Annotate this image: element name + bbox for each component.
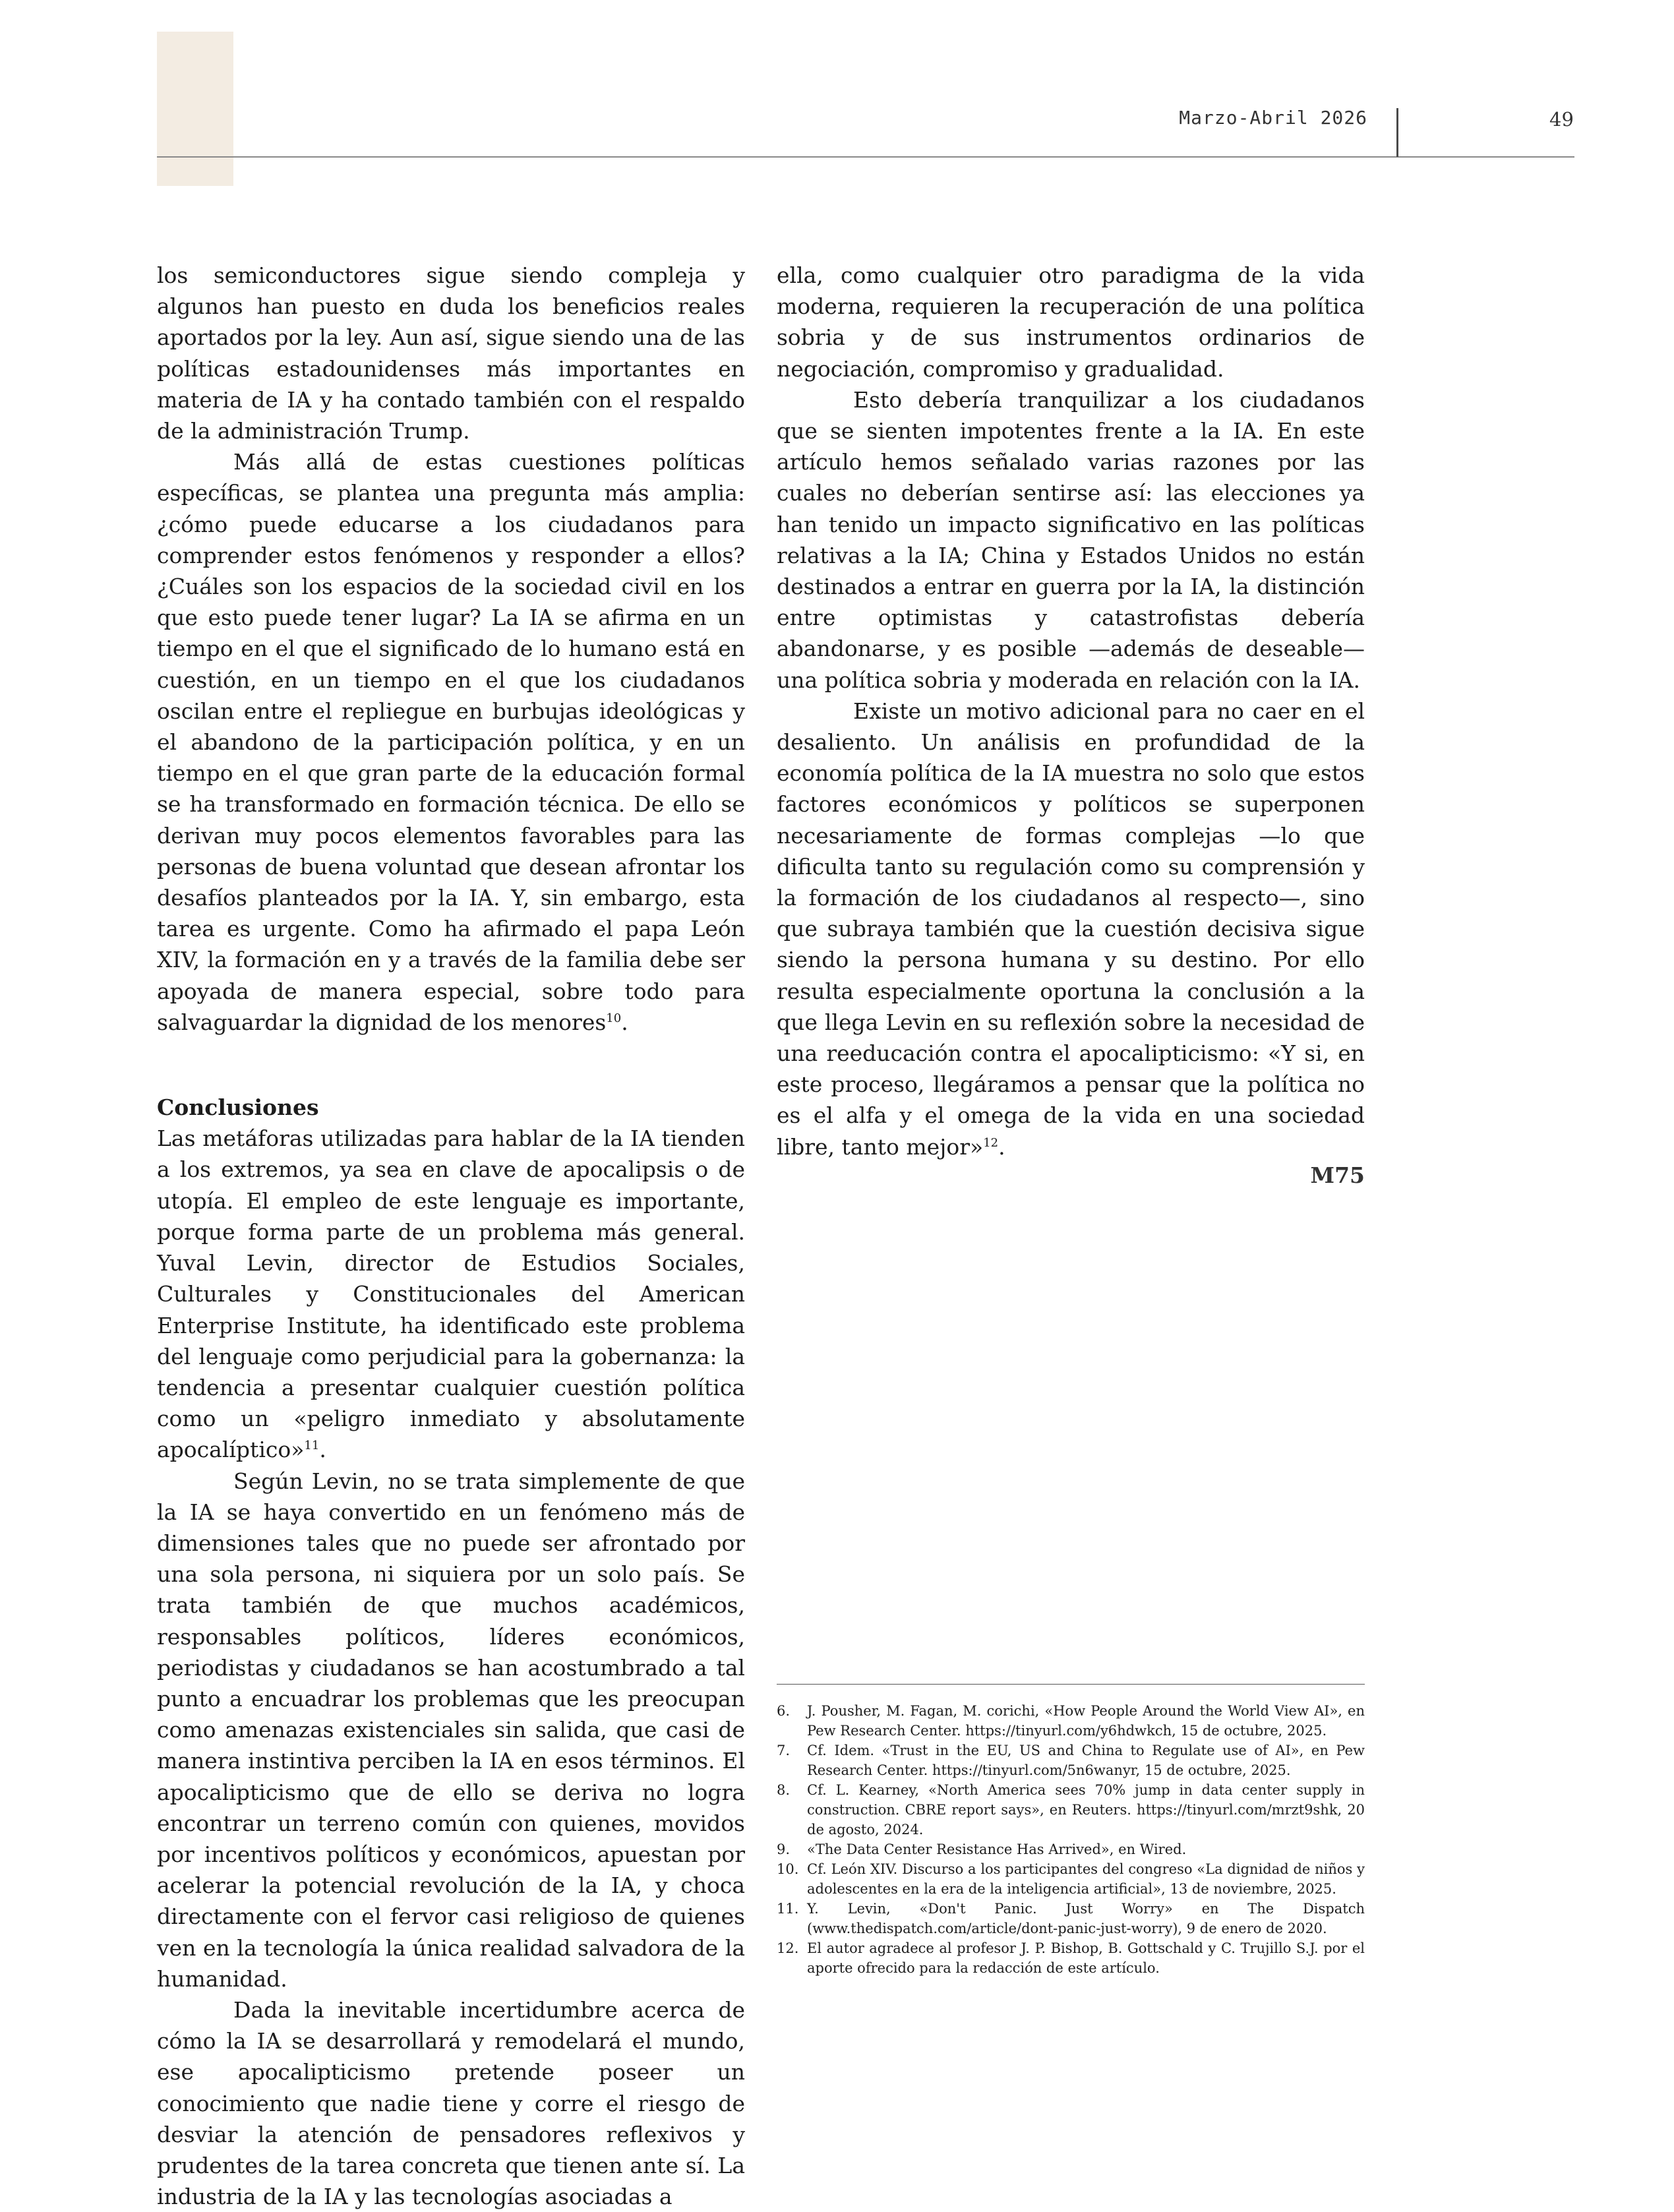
left-column: [157, 260, 745, 2212]
footnote-ref[interactable]: 10: [606, 1011, 622, 1025]
footnote-rule: [777, 1684, 1365, 1685]
footnote-item: 12. El autor agradece al profesor J. P. Bishop, B. Gottschald y C. Trujillo S.J. por el aporte ofrecido para la redacción de este artículo.: [777, 1940, 1365, 1976]
paragraph: Las metáforas utilizadas para hablar de la IA tienden a los extremos, ya sea en clave de apocalipsis o de utopía. El empleo de este lenguaje es importante, porque forma parte de un problema más general. Yuval Levin, director de Estudios Sociales, Culturales y Constitucionales del American Enterprise Institute, ha identificado este problema del lenguaje como perjudicial para la gobernanza: la tendencia a presentar cualquier cuestión política como un «peligro inmediato y absolutamente apocalíptico»$^{11}$.: [157, 1125, 745, 1463]
page-number: 49: [1549, 108, 1574, 131]
footnote-ref[interactable]: 12: [983, 1135, 999, 1150]
footnote-item: 11. Y. Levin, «Don't Panic. Just Worry» en The Dispatch (www.thedispatch.com/article/dont-panic-just-worry), 9 de enero de 2020.: [777, 1901, 1365, 1936]
paragraph: Dada la inevitable incertidumbre acerca de cómo la IA se desarrollará y remodelará el mundo, ese apocalipticismo pretende poseer un conocimiento que nadie tiene y corre el riesgo de desviar la atención de pensadores reflexivos y prudentes de la tarea concreta que tienen ante sí. La industria de la IA y las tecnologías asociadas a: [157, 1996, 745, 2210]
paragraph: Más allá de estas cuestiones políticas específicas, se plantea una pregunta más amplia: ¿cómo puede educarse a los ciudadanos para comprender estos fenómenos y responder a ellos? ¿Cuáles son los espacios de la sociedad civil en los que esto puede tener lugar? La IA se afirma en un tiempo en el que el significado de lo humano está en cuestión, en un tiempo en el que los ciudadanos oscilan entre el repliegue en burbujas ideológicas y el abandono de la participación política, y en un tiempo en el que gran parte de la educación formal se ha transformado en formación técnica. De ello se derivan muy pocos elementos favorables para las personas de buena voluntad que desean afrontar los desafíos planteados por la IA. Y, sin embargo, esta tarea es urgente. Como ha afirmado el papa León XIV, la formación en y a través de la familia debe ser apoyada de manera especial, sobre todo para salvaguardar la dignidad de los menores$^{10}$.: [157, 449, 745, 1035]
footnote-item: 9. «The Data Center Resistance Has Arrived», en Wired.: [777, 1841, 1187, 1857]
footnote-item: 7. Cf. Idem. «Trust in the EU, US and China to Regulate use of AI», en Pew Research Center. https://tinyurl.com/5n6wanyr, 15 de octubre, 2025.: [777, 1743, 1365, 1778]
footnote-item: 6. J. Pousher, M. Fagan, M. corichi, «How People Around the World View AI», en Pew Research Center. https://tinyurl.com/y6hdwkch, 15 de octubre, 2025.: [777, 1703, 1365, 1739]
issue-date: Marzo-Abril 2026: [1179, 107, 1367, 129]
header-divider: [1396, 108, 1398, 157]
header-rule: [157, 156, 1574, 158]
paragraph: Según Levin, no se trata simplemente de que la IA se haya convertido en un fenómeno más de dimensiones tales que no puede ser afrontado por una sola persona, ni siquiera por un solo país. Se trata también de que muchos académicos, responsables políticos, líderes económicos, periodistas y ciudadanos se han acostumbrado a tal punto a encuadrar los problemas que les preocupan como amenazas existenciales sin salida, que casi de manera instintiva perciben la IA en esos términos. El apocalipticismo que de ello se deriva no logra encontrar un terreno común con quienes, movidos por incentivos políticos y económicos, apuestan por acelerar la potencial revolución de la IA, y choca directamente con el fervor casi religioso de quienes ven en la tecnología la única realidad salvadora de la humanidad.: [157, 1468, 745, 1992]
magazine-signature: M75: [1310, 1162, 1365, 1188]
decorative-tab: [157, 32, 233, 186]
paragraph: los semiconductores sigue siendo compleja y algunos han puesto en duda los beneficios reales aportados por la ley. Aun así, sigue siendo una de las políticas estadounidenses más importantes en materia de IA y ha contado también con el respaldo de la administración Trump.: [157, 262, 745, 444]
footnote-item: 10. Cf. León XIV. Discurso a los participantes del congreso «La dignidad de niños y adolescentes en la era de la inteligencia artificial», 13 de noviembre, 2025.: [777, 1861, 1365, 1897]
paragraph: Existe un motivo adicional para no caer en el desaliento. Un análisis en profundidad de la economía política de la IA muestra no solo que estos factores económicos y políticos se superponen necesariamente de formas complejas —lo que dificulta tanto su regulación como su comprensión y la formación de los ciudadanos al respecto—, sino que subraya también que la cuestión decisiva sigue siendo la persona humana y su destino. Por ello resulta especialmente oportuna la conclusión a la que llega Levin en su reflexión sobre la necesidad de una reeducación contra el apocalipticismo: «Y si, en este proceso, llegáramos a pensar que la política no es el alfa y el omega de la vida en una sociedad libre, tanto mejor»$^{12}$.: [777, 698, 1365, 1160]
footnote-item: 8. Cf. L. Kearney, «North America sees 70% jump in data center supply in construction. CBRE report says», en Reuters. https://tinyurl.com/mrzt9shk, 20 de agosto, 2024.: [777, 1782, 1365, 1838]
section-heading: Conclusiones: [157, 1094, 319, 1121]
footnotes: [777, 1701, 1365, 1978]
paragraph: ella, como cualquier otro paradigma de la vida moderna, requieren la recuperación de una política sobria y de sus instrumentos ordinarios de negociación, compromiso y gradualidad.: [777, 262, 1365, 382]
paragraph: Esto debería tranquilizar a los ciudadanos que se sienten impotentes frente a la IA. En este artículo hemos señalado varias razones por las cuales no deberían sentirse así: las elecciones ya han tenido un impacto significativo en las políticas relativas a la IA; China y Estados Unidos no están destinados a entrar en guerra por la IA, la distinción entre optimistas y catastrofistas debería abandonarse, y es posible —además de deseable— una política sobria y moderada en relación con la IA.: [777, 386, 1365, 693]
footnote-ref[interactable]: 11: [304, 1439, 320, 1453]
right-column: [777, 260, 1365, 1191]
